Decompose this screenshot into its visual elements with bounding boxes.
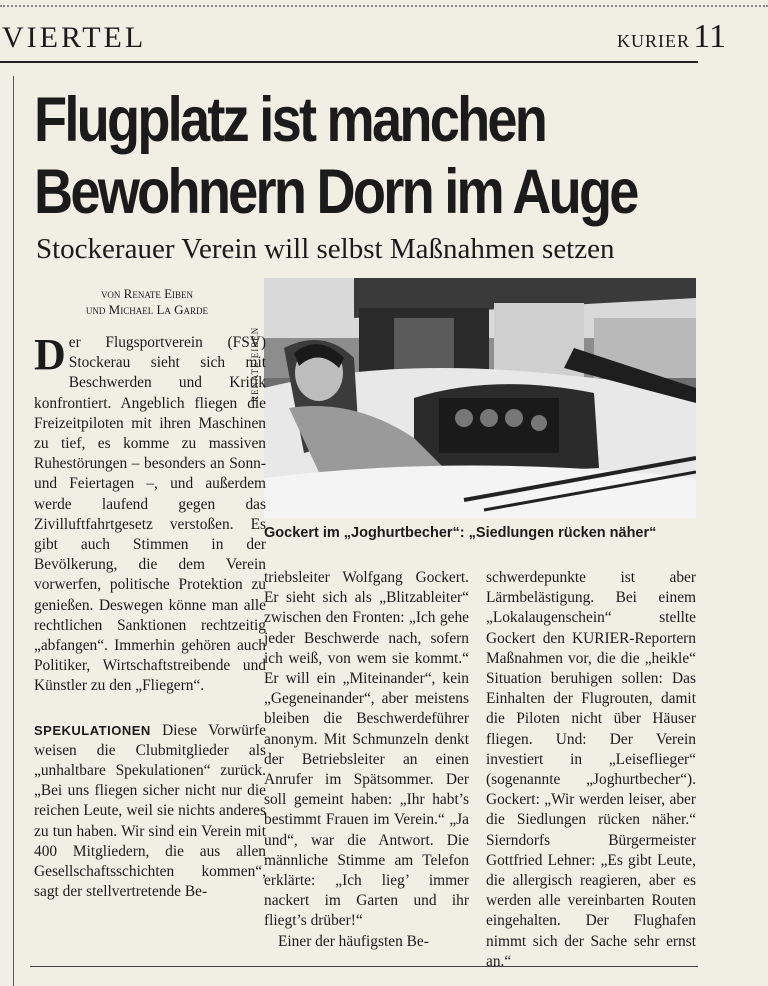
section-kicker: SPEKULATIONEN xyxy=(34,722,151,738)
paragraph-text: Einer der häufigsten Be- xyxy=(278,932,429,950)
article-column-1 xyxy=(34,330,266,902)
article-column-3 xyxy=(486,568,696,972)
bottom-rule xyxy=(30,966,698,967)
drop-cap: D xyxy=(34,330,66,379)
article-column-2 xyxy=(264,568,469,952)
paragraph-text: triebsleiter Wolfgang Gockert. Er sieht sich als „Blitzableiter“ zwischen den Fronten: „Ich gehe jeder Beschwerde nach, sofern ich weiß, von wem sie kommt.“ Er will ein „Miteinander“, kein „Gegeneinander“, aber meistens bleiben die Beschwerdeführer anonym. Mit Schmunzeln denkt der Betriebsleiter an einen Anrufer im Spätsommer. Der soll gemeint haben: „Ihr habt’s bestimmt Frauen im Verein.“ „Ja und“, war die Antwort. Die männliche Stimme am Telefon erklärte: „Ich lieg’ immer nackert im Garten und ihr fliegt’s drüber!“ xyxy=(264,569,469,930)
paper-name: KURIER xyxy=(617,31,690,51)
headline xyxy=(34,84,636,228)
byline-line-2: und Michael La Garde xyxy=(85,302,209,317)
subtitle: Stockerauer Verein will selbst Maßnahmen setzen xyxy=(36,233,615,265)
masthead-rule xyxy=(0,61,698,63)
top-dotted-line xyxy=(0,5,768,7)
photo-credit: RENATE EIBEN xyxy=(250,326,260,402)
photo-caption: Gockert im „Joghurtbecher“: „Siedlungen rücken näher“ xyxy=(264,525,657,541)
paragraph xyxy=(34,330,266,697)
column-rule-left xyxy=(13,76,14,986)
headline-line-2: Bewohnern Dorn im Auge xyxy=(34,157,637,227)
paragraph-text: er Flugsportverein (FSV) Stockerau sieht sich mit Beschwerden und Kritik konfrontiert. Angeblich fliegen die Freizeitpiloten mit ihren Maschinen zu tief, es komme zu massiven Ruhestörungen – besonders an Sonn- und Feiertagen –, und außerdem werde laufend gegen das Zivilluftfahrtgesetz verstoßen. Es gibt auch Stimmen in der Bevölkerung, die dem Verein vorwerfen, politische Protektion zu genießen. Deswegen könne man alle rechtlichen Sanktionen rechtzeitig „abfangen“. Immerhin gehören auch Politiker, Wirtschaftstreibende und Künstler zu den „Fliegern“. xyxy=(34,334,266,695)
paragraph-text: schwerdepunkte ist aber Lärmbelästigung. Bei einem „Lokalaugenschein“ stellte Gockert den KURIER-Reportern Maßnahmen vor, die die „heikle“ Situation beruhigen sollen: Das Einhalten der Flugrouten, damit die Piloten nicht über Häuser fliegen. Und: Der Verein investiert in „Leiseflieger“ (sogenannte „Joghurtbecher“). Gockert: „Wir werden leiser, aber die Siedlungen rücken näher.“ Sierndorfs Bürgermeister Gottfried Lehner: „Es gibt Leute, die allergisch reagieren, aber es werden alle vereinbarten Routen eingehalten. Der Flughafen nimmt sich der Sache sehr ernst an.“ xyxy=(486,569,696,970)
section-title: VIERTEL xyxy=(2,21,147,54)
paragraph-text: Diese Vorwürfe weisen die Clubmitglieder als „unhaltbare Spekulationen“ zurück. „Bei uns fliegen sicher nicht nur die reichen Leute, weil sie nichts anderes zu tun haben. Wir sind ein Verein mit 400 Mitgliedern, die aus allen Gesellschaftsschichten kommen“, sagt der stellvertretende Be- xyxy=(34,721,266,901)
headline-line-1: Flugplatz ist manchen xyxy=(34,85,546,155)
cockpit-photo-illustration xyxy=(264,278,696,518)
paragraph xyxy=(34,721,266,903)
byline xyxy=(36,286,258,318)
article-photo xyxy=(264,278,696,518)
page-number: 11 xyxy=(693,18,726,55)
byline-line-1: von Renate Eiben xyxy=(100,286,194,301)
